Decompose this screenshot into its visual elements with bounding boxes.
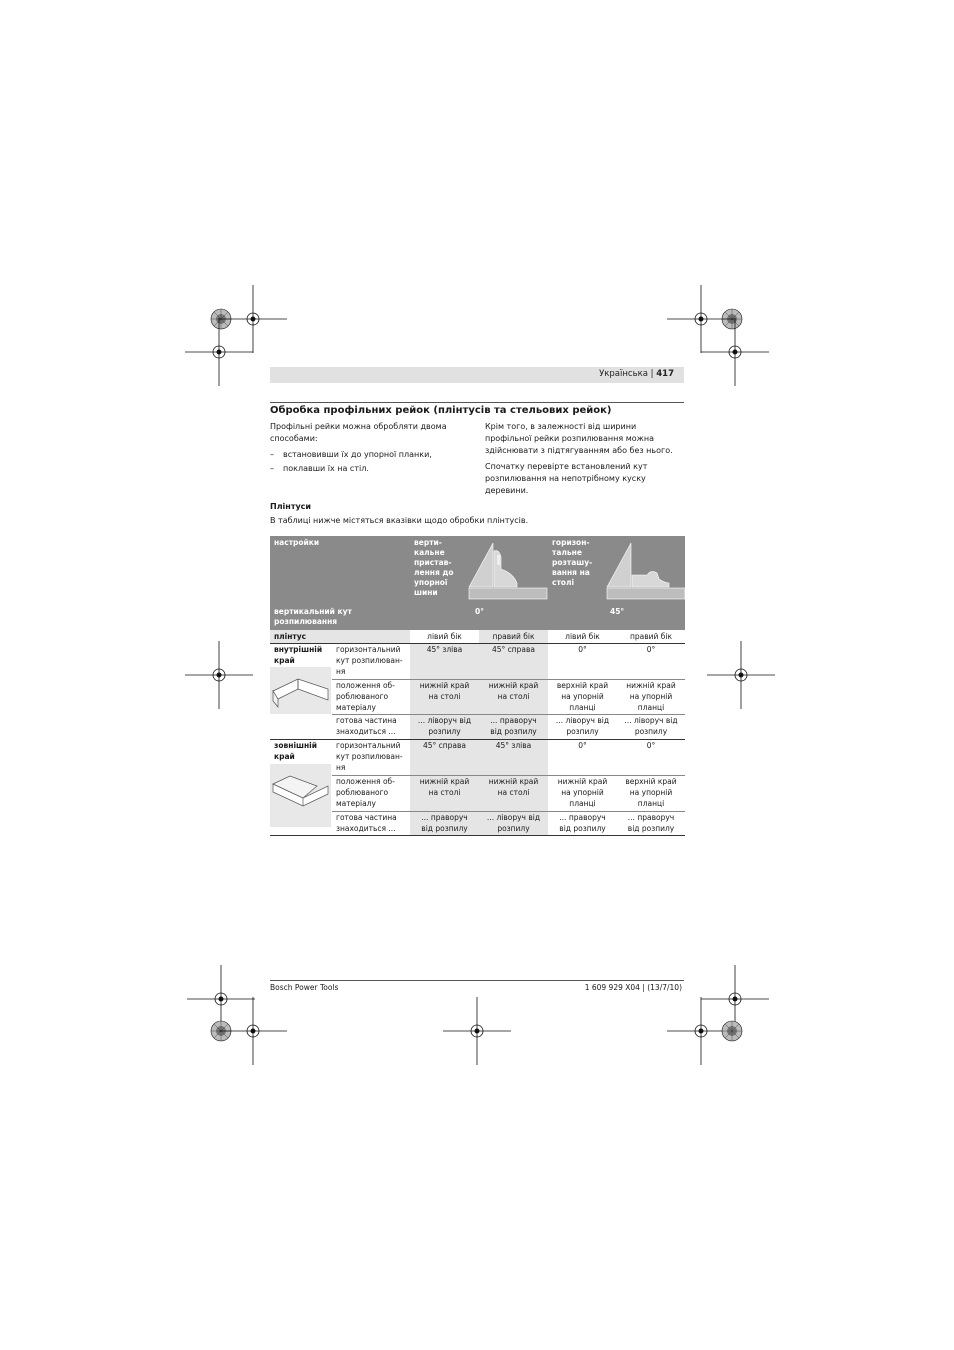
table-cell: нижній край на упорній планці xyxy=(626,681,676,712)
column-header-left-2: лівий бік xyxy=(565,632,600,641)
right-paragraph-1: Крім того, в залежності від ширини профільної рейки розпилювання можна здійснювати з підтягуванням або без нього. xyxy=(485,422,673,455)
list-item: – поклавши їх на стіл. xyxy=(270,464,369,473)
table-cell: ... ліворуч від розпилу xyxy=(624,716,678,736)
row-label: горизонтальний кут розпилюван- ня xyxy=(336,741,403,772)
table-cell: ... праворуч від розпилу xyxy=(559,813,606,833)
table-cell: 0° xyxy=(578,741,587,750)
row-label: горизонтальний кут розпилюван- ня xyxy=(336,645,403,676)
table-cell: ... праворуч від розпилу xyxy=(490,716,537,736)
table-cell: верхній край на упорній планці xyxy=(625,777,677,808)
table-cell: 45° справа xyxy=(422,741,467,750)
table-cell: 0° xyxy=(578,645,587,654)
table-cell: 0° xyxy=(646,741,656,750)
inner-corner-label: внутрішній край xyxy=(274,645,323,665)
table-cell: ... ліворуч від розпилу xyxy=(417,716,472,736)
table-cell: 0° xyxy=(646,645,656,654)
table-cell: нижній край на упорній планці xyxy=(557,777,608,808)
vertical-position-label: верти- кальне пристав- лення до упорної шини xyxy=(414,538,454,597)
horizontal-position-label: горизон- тальне розташу- вання на столі xyxy=(552,538,593,587)
table-intro: В таблиці нижче містяться вказівки щодо обробки плінтусів. xyxy=(270,516,529,525)
row-label: положення об- роблюваного матеріалу xyxy=(336,681,395,712)
table-cell: ... праворуч від розпилу xyxy=(421,813,468,833)
table-cell: нижній край на столі xyxy=(419,681,470,701)
outer-corner-label: зовнішній край xyxy=(274,741,317,761)
left-paragraph: Профільні рейки можна обробляти двома способами: xyxy=(270,422,447,443)
table-cell: 45° зліва xyxy=(495,741,532,750)
right-paragraph-2: Спочатку перевірте встановлений кут розпилювання на непотрібному куску деревини. xyxy=(485,462,648,495)
bevel-vertical-value: 0° xyxy=(475,607,484,616)
table-cell: 45° справа xyxy=(491,645,536,654)
column-header-right-1: правий бік xyxy=(492,632,535,641)
header-separator: | xyxy=(650,369,654,379)
table-cell: 45° зліва xyxy=(426,645,463,654)
settings-label: настройки xyxy=(274,538,320,547)
bevel-angle-label: вертикальний кут розпилювання xyxy=(274,607,352,626)
footer-right: 1 609 929 X04 | (13/7/10) xyxy=(584,983,682,992)
column-header-left-1: лівий бік xyxy=(427,632,462,641)
table-cell: нижній край на столі xyxy=(488,777,539,797)
list-item: – встановивши їх до упорної планки, xyxy=(270,450,432,459)
footer-left: Bosch Power Tools xyxy=(270,983,339,992)
table-cell: ... ліворуч від розпилу xyxy=(555,716,610,736)
table-cell: ... праворуч від розпилу xyxy=(627,813,675,833)
table-cell: верхній край на упорній планці xyxy=(556,681,609,712)
row-label: готова частина знаходиться ... xyxy=(336,716,397,736)
table-cell: ... ліворуч від розпилу xyxy=(486,813,541,833)
table-cell: нижній край на столі xyxy=(488,681,539,701)
column-header-right-2: правий бік xyxy=(629,632,673,641)
table-cell: нижній край на столі xyxy=(419,777,470,797)
language-label: Українська xyxy=(599,369,648,379)
plinth-label: плінтус xyxy=(274,632,307,641)
subsection-title: Плінтуси xyxy=(270,502,312,511)
bevel-horizontal-value: 45° xyxy=(610,607,625,616)
row-label: готова частина знаходиться ... xyxy=(336,813,397,833)
section-title: Обробка профільних рейок (плінтусів та стельових рейок) xyxy=(270,405,612,416)
row-label: положення об- роблюваного матеріалу xyxy=(336,777,395,808)
page-number: 417 xyxy=(656,369,674,379)
